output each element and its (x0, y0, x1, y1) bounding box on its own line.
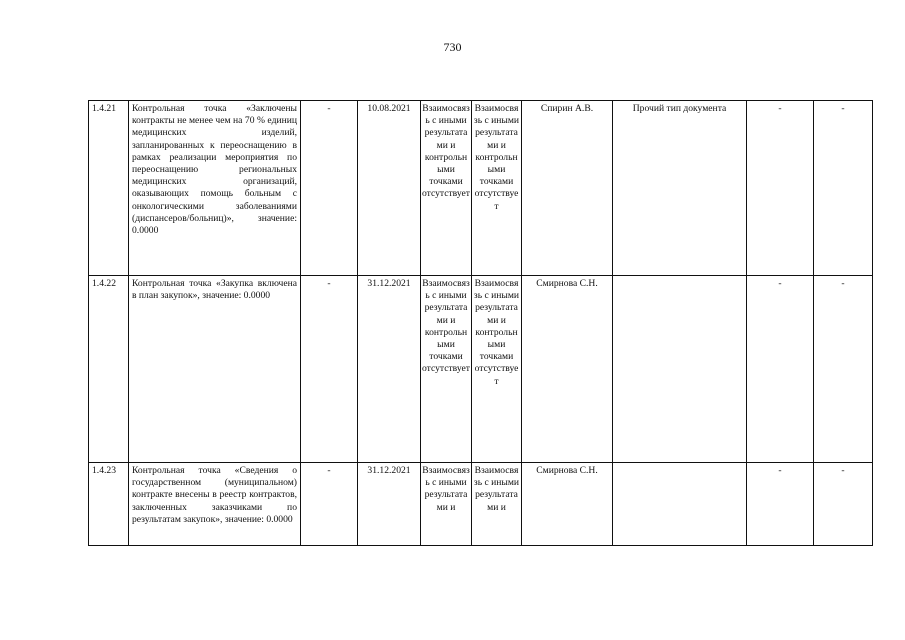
responsible-person: Спирин А.В. (522, 101, 613, 276)
cell-dash: - (747, 101, 814, 276)
table-row (89, 463, 873, 546)
table-row (89, 276, 873, 463)
due-date: 31.12.2021 (358, 463, 421, 546)
cell-dash: - (301, 463, 358, 546)
document-type: Прочий тип документа (613, 101, 747, 276)
cell-dash: - (301, 101, 358, 276)
row-number: 1.4.23 (89, 463, 129, 546)
page-number: 730 (443, 40, 462, 54)
cell-dash: - (814, 463, 873, 546)
relation-text-2: Взаимосвязь с иными результатами и (472, 463, 522, 546)
row-number: 1.4.22 (89, 276, 129, 463)
relation-text-1: Взаимосвязь с иными результатами и (421, 463, 472, 546)
control-point-name: Контрольная точка «Заключены контракты не менее чем на 70 % единиц медицинских изделий, запланированных к переоснащению в рамках реализации мероприятия по переоснащению региональных медицинских организаций, оказывающих помощь больным с онкологическими заболеваниями (диспансеров/больниц)», значение: 0.0000 (129, 101, 301, 276)
control-point-name: Контрольная точка «Закупка включена в план закупок», значение: 0.0000 (129, 276, 301, 463)
due-date: 31.12.2021 (358, 276, 421, 463)
cell-dash: - (814, 101, 873, 276)
relation-text-2: Взаимосвязь с иными результатами и контрольными точками отсутствует (472, 101, 522, 276)
control-points-table (88, 100, 873, 546)
row-number: 1.4.21 (89, 101, 129, 276)
due-date: 10.08.2021 (358, 101, 421, 276)
relation-text-1: Взаимосвязь с иными результатами и контрольными точками отсутствует (421, 276, 472, 463)
cell-dash: - (814, 276, 873, 463)
document-type (613, 463, 747, 546)
responsible-person: Смирнова С.Н. (522, 463, 613, 546)
table-row (89, 101, 873, 276)
cell-dash: - (747, 463, 814, 546)
relation-text-2: Взаимосвязь с иными результатами и контрольными точками отсутствует (472, 276, 522, 463)
cell-dash: - (301, 276, 358, 463)
control-point-name: Контрольная точка «Сведения о государственном (муниципальном) контракте внесены в реестр контрактов, заключенных заказчиками по результатам закупок», значение: 0.0000 (129, 463, 301, 546)
responsible-person: Смирнова С.Н. (522, 276, 613, 463)
document-type (613, 276, 747, 463)
relation-text-1: Взаимосвязь с иными результатами и контрольными точками отсутствует (421, 101, 472, 276)
cell-dash: - (747, 276, 814, 463)
